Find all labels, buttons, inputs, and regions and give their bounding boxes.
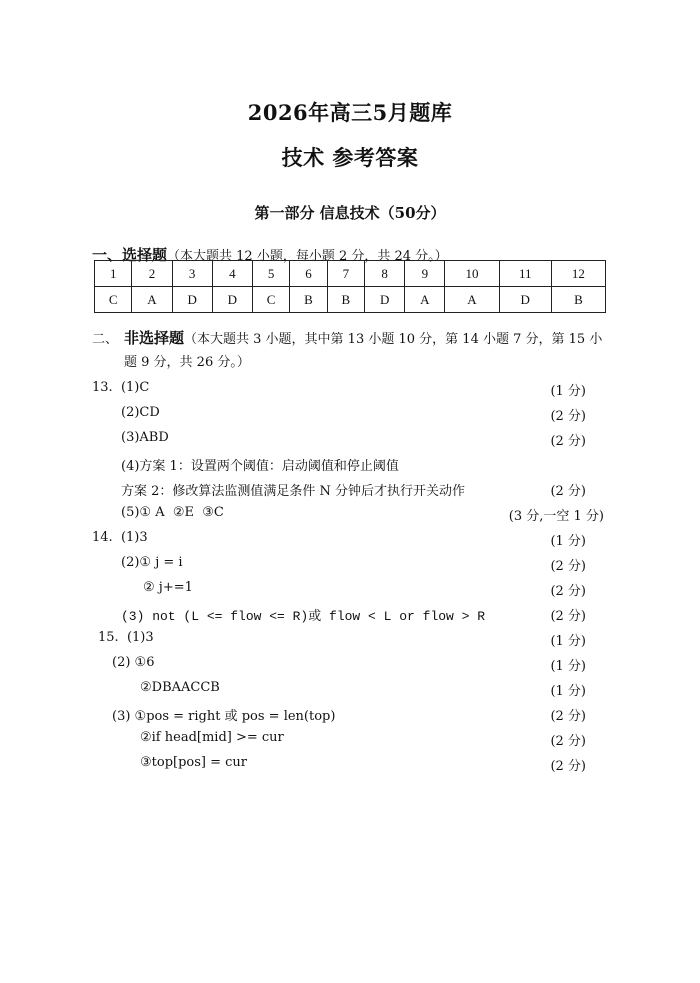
answer-table-numbers-row: [95, 261, 606, 287]
answer-text: (5)① A ②E ③C: [121, 505, 224, 520]
answer-points: (1 分): [550, 384, 586, 399]
question-number: 9: [405, 261, 445, 287]
question-number: 10: [445, 261, 499, 287]
part-title: 第一部分 信息技术（50分）: [254, 204, 446, 222]
section2-note-line1: （本大题共 3 小题，其中第 13 小题 10 分，第 14 小题 7 分，第 15 小: [184, 332, 603, 347]
question-number: 12: [551, 261, 605, 287]
answer-text: (3)ABD: [121, 430, 169, 445]
answer-text: ③top[pos] = cur: [140, 755, 248, 770]
answer-points: (2 分): [550, 434, 586, 449]
answer-row: [0, 730, 700, 752]
answer-letter: D: [172, 287, 212, 313]
document-subtitle: 技术 参考答案: [281, 145, 419, 170]
section2-heading: [92, 327, 612, 374]
answer-row: [0, 580, 700, 602]
answer-points: (2 分): [550, 409, 586, 424]
answer-row: [0, 505, 700, 527]
answer-row: [0, 755, 700, 777]
question-number: 2: [132, 261, 172, 287]
answer-points: (2 分): [550, 759, 586, 774]
section2-title: 非选择题: [124, 329, 185, 347]
answer-row: [0, 555, 700, 577]
answer-text: (4)方案 1：设置两个阈值：启动阈值和停止阈值: [121, 459, 399, 474]
answer-points: (1 分): [550, 634, 586, 649]
answer-letter: B: [327, 287, 364, 313]
question-number: 8: [365, 261, 405, 287]
answer-text: ② j+=1: [143, 580, 193, 595]
answer-letter: A: [405, 287, 445, 313]
answer-row: [0, 380, 700, 402]
answer-row: [0, 705, 700, 727]
section1-note: （本大题共 12 小题，每小题 2 分，共 24 分。）: [167, 249, 448, 264]
section1-title: 一、选择题: [92, 246, 168, 264]
answer-row: [0, 630, 700, 652]
answer-table: [94, 260, 606, 313]
question-number: 7: [327, 261, 364, 287]
answer-row: [0, 680, 700, 702]
question-number: 3: [172, 261, 212, 287]
answer-row: [0, 605, 700, 627]
answer-points: (2 分): [550, 609, 586, 624]
section2-prefix: 二、: [92, 332, 119, 347]
answer-text: 13. (1)C: [92, 380, 150, 395]
answer-letter: D: [212, 287, 252, 313]
question-number: 1: [95, 261, 132, 287]
answer-text: ②DBAACCB: [140, 680, 220, 695]
answer-points: (3 分,一空 1 分): [508, 509, 604, 524]
answer-row: [0, 480, 700, 502]
document-title: 2026年高三5月题库: [247, 100, 453, 125]
answer-text: (2)CD: [121, 405, 160, 420]
answer-points: (1 分): [550, 659, 586, 674]
answer-text: (2)① j = i: [121, 555, 183, 570]
answer-letter: C: [252, 287, 289, 313]
answer-row: [0, 405, 700, 427]
question-number: 5: [252, 261, 289, 287]
answer-row: [0, 655, 700, 677]
answer-text: 14. (1)3: [92, 530, 148, 545]
section2-note-line2: 题 9 分，共 26 分。）: [124, 355, 250, 370]
answer-points: (1 分): [550, 684, 586, 699]
question-number: 11: [499, 261, 551, 287]
answer-points: (2 分): [550, 559, 586, 574]
answer-text: 方案 2：修改算法监测值满足条件 N 分钟后才执行开关动作: [121, 484, 466, 499]
answer-text: (2) ①6: [112, 655, 155, 670]
answer-text: (3) not (L <= flow <= R)或 flow < L or flow > R: [121, 609, 486, 624]
answer-text: 15. (1)3: [98, 630, 154, 645]
answer-row: [0, 530, 700, 552]
answer-letter: C: [95, 287, 132, 313]
answer-letter: B: [551, 287, 605, 313]
answer-row: [0, 430, 700, 452]
answer-letter: B: [290, 287, 327, 313]
answer-points: (2 分): [550, 709, 586, 724]
answer-text: ②if head[mid] >= cur: [140, 730, 284, 745]
answer-points: (2 分): [550, 584, 586, 599]
answer-table-answers-row: [95, 287, 606, 313]
question-number: 6: [290, 261, 327, 287]
answer-text: (3) ①pos = right 或 pos = len(top): [112, 709, 336, 724]
answer-points: (2 分): [550, 734, 586, 749]
answer-letter: D: [499, 287, 551, 313]
answer-points: (1 分): [550, 534, 586, 549]
question-number: 4: [212, 261, 252, 287]
answer-letter: A: [132, 287, 172, 313]
answer-points: (2 分): [550, 484, 586, 499]
answer-row: [0, 455, 700, 477]
answer-letter: A: [445, 287, 499, 313]
answer-letter: D: [365, 287, 405, 313]
